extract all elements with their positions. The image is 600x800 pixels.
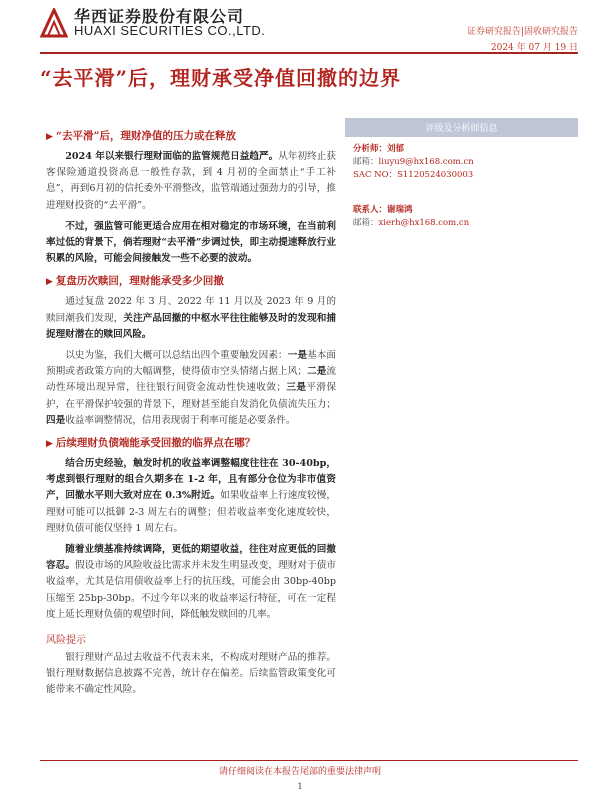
risk-text: 银行理财产品过去收益不代表未来，不构成对理财产品的推荐。银行理财数据信息披露不完善，统计存在偏差。后续监管政策变化可能带来不确定性风险。 [46, 652, 336, 696]
sidebar-header: 评级及分析师信息 [345, 118, 578, 137]
analyst-sidebar [345, 118, 578, 230]
analyst-email-link[interactable]: liuyu9@hx168.com.cn [378, 157, 474, 167]
header-divider [40, 52, 578, 54]
company-name-cn: 华西证券股份有限公司 [74, 7, 245, 26]
triangle-bullet-icon: ▶ [46, 132, 53, 142]
section-heading: ▶ 复盘历次赎回，理财能承受多少回撤 [46, 275, 224, 288]
section-heading: ▶ 后续理财负债端能承受回撤的临界点在哪？ [46, 437, 256, 450]
contact-email-row: 邮箱：xierh@hx168.com.cn [353, 218, 470, 228]
triangle-bullet-icon: ▶ [46, 439, 53, 450]
sac-row: SAC NO：S1120524030003 [353, 170, 474, 180]
paragraph: 通过复盘 2022 年 3 月、2022 年 11 月以及 2023 年 9 月的赎回潮我们发现，关注产品回撤的中枢水平往往能够及时的发现和捕捉理财潜在的赎回风险。 [46, 296, 337, 340]
risk-heading: 风险提示 [46, 635, 86, 647]
report-type: 证券研究报告|固收研究报告 [466, 27, 578, 37]
analyst-name-row: 分析师：刘郁 [353, 144, 405, 154]
company-name-en: HUAXI SECURITIES CO.,LTD. [74, 23, 266, 38]
paragraph: 结合历史经验，触发时机的收益率调整幅度往往在 30-40bp，考虑到银行理财的组合久期多在 1-2 年，且有部分仓位为非市值资产，回撤水平则大致对应在 0.3%附近。如果收益率上行速度较慢，理财可能可以抵御 2-3 周左右的调整；但若收益率变化速度较快，理财负债可能仅坚持 1 周左右。 [46, 458, 336, 534]
contact-name-row: 联系人：谢瑞鸿 [353, 205, 413, 215]
main-content [46, 128, 336, 704]
paragraph: 随着业绩基准持续调降，更低的期望收益，往往对应更低的回撤容忍。假设市场的风险收益比需求并未发生明显改变，理财对于债市收益率，尤其是信用债收益率上行的抗压线，可能会由 30bp-40bp 压缩至 25bp-30bp。不过今年以来的收益率运行特征，可在一定程度上延长理财负债的观望时间，降低触发赎回的几率。 [46, 544, 337, 620]
huaxi-logo-icon [40, 8, 68, 38]
paragraph: 不过，强监管可能更适合应用在相对稳定的市场环境，在当前利率过低的背景下，倘若理财“去平滑”步调过快，即主动提速释放行业积累的风险，可能会间接触发一些不必要的波动。 [46, 220, 336, 265]
triangle-bullet-icon: ▶ [46, 277, 53, 288]
paragraph: 2024 年以来银行理财面临的监管规范日益趋严。从年初终止获客保险通道投资高息一般性存款，到 4 月初的全面禁止“手工补息”，再到6月初的信托委外平滑整改，监管端通过强劲力的引导，推进理财投资的“去平滑”。 [46, 151, 336, 211]
report-title: “去平滑”后，理财承受净值回撤的边界 [40, 66, 402, 90]
footer-disclaimer: 请仔细阅读在本报告尾部的重要法律声明 [218, 767, 381, 777]
contact-email-link[interactable]: xierh@hx168.com.cn [378, 218, 470, 228]
footer-divider [40, 760, 578, 761]
section-heading: ▶ “去平滑”后，理财净值的压力或在释放 [46, 130, 237, 142]
page-number: 1 [297, 782, 303, 791]
report-date: 2024 年 07 月 19 日 [490, 43, 578, 53]
paragraph: 以史为鉴，我们大概可以总结出四个重要触发因素：一是基本面预期或者政策方向的大幅调整，使得债市空头情绪占据上风；二是流动性环境出现异常，往往银行间资金流动性快速收敛；三是平滑保护，在平滑保护较强的背景下，理财甚至能自发消化负债流失压力；四是收益率调整情况，信用表现弱于利率可能是必要条件。 [46, 350, 337, 426]
analyst-email-row: 邮箱：liuyu9@hx168.com.cn [353, 157, 474, 167]
